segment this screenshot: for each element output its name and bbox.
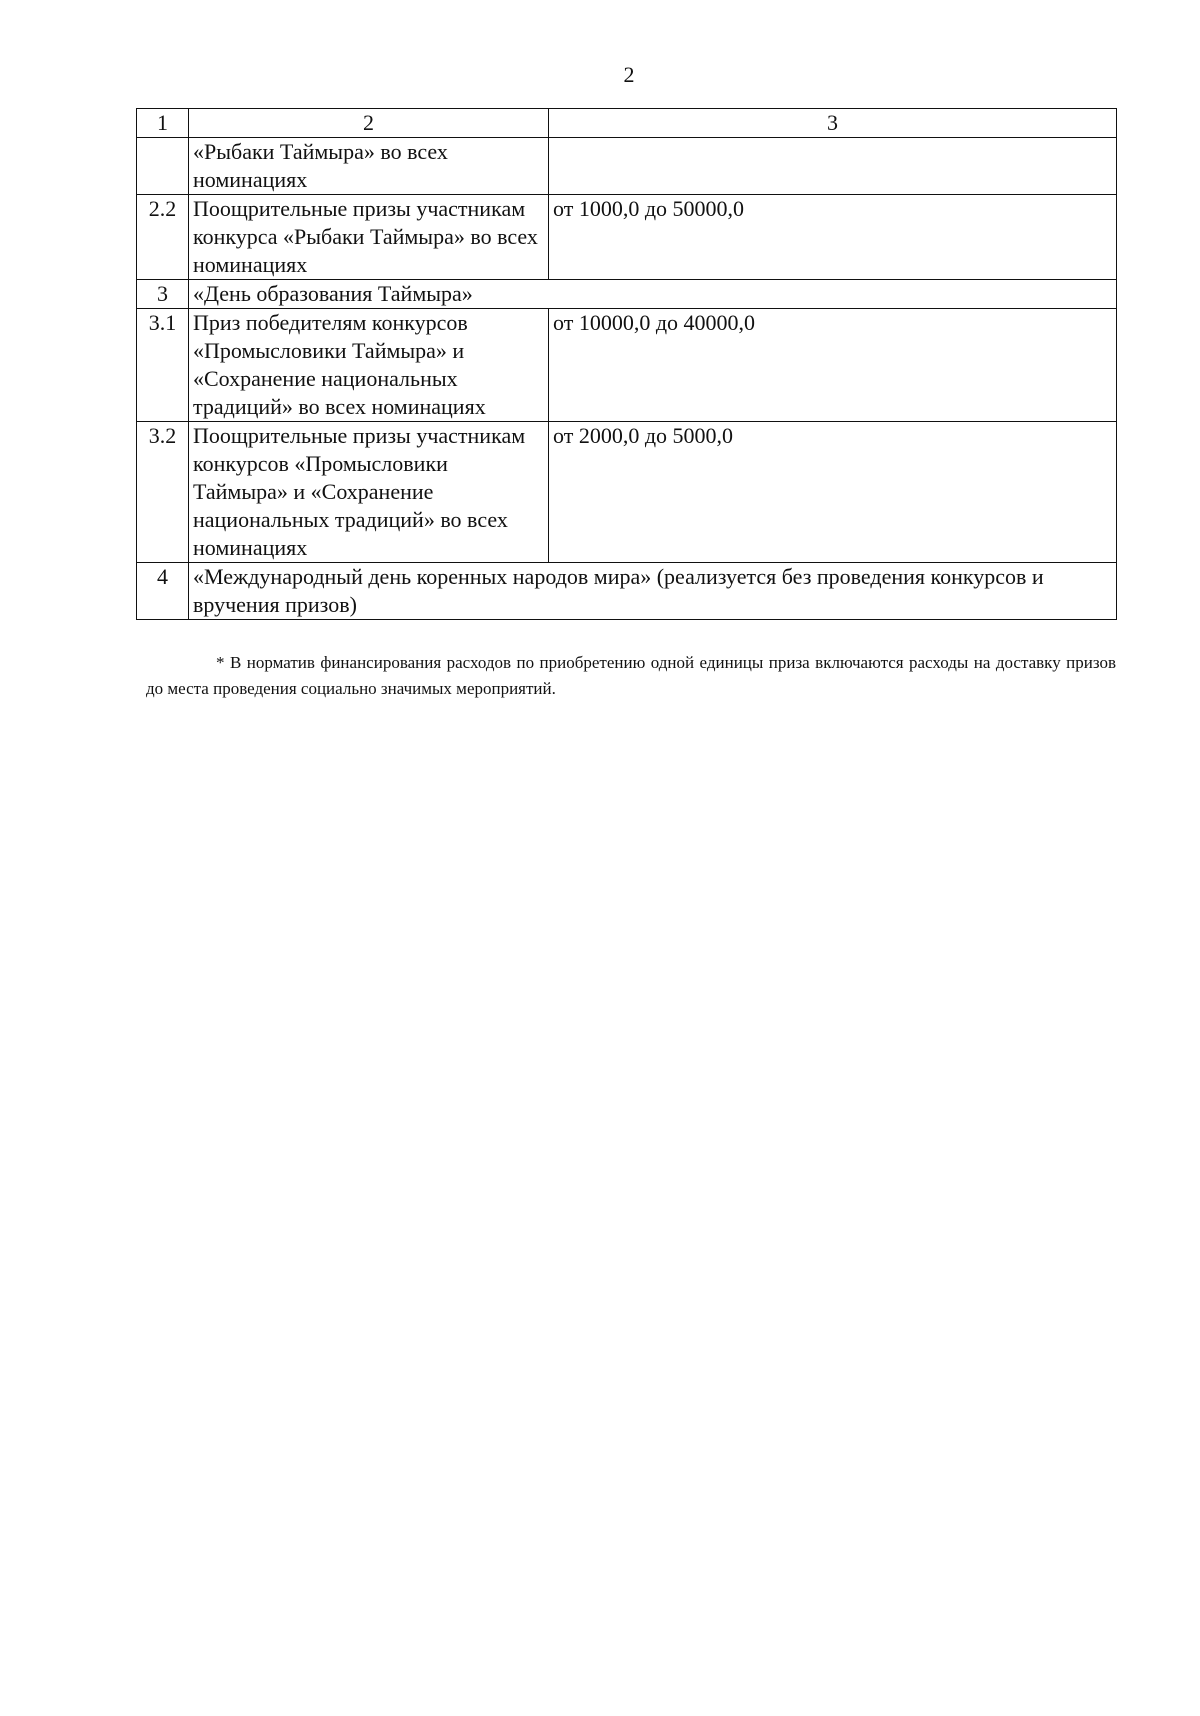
table-section-row (137, 563, 1117, 620)
prize-name: Поощрительные призы участникам конкурса «Рыбаки Таймыра» во всех номинациях (189, 195, 549, 280)
section-title: «Международный день коренных народов мира» (реализуется без проведения конкурсов и вручения призов) (189, 563, 1117, 620)
prize-value: от 1000,0 до 50000,0 (549, 195, 1117, 280)
table-section-row (137, 280, 1117, 309)
table-row (137, 422, 1117, 563)
column-header: 2 (189, 109, 549, 138)
prize-name: «Рыбаки Таймыра» во всех номинациях (189, 138, 549, 195)
row-number: 3.1 (137, 309, 189, 422)
prize-norms-table (136, 108, 1117, 620)
prize-value (549, 138, 1117, 195)
table-header-row (137, 109, 1117, 138)
row-number: 2.2 (137, 195, 189, 280)
row-number: 3 (137, 280, 189, 309)
table-row (137, 195, 1117, 280)
table-row (137, 138, 1117, 195)
column-header: 1 (137, 109, 189, 138)
page-number: 2 (623, 62, 635, 87)
section-title: «День образования Таймыра» (189, 280, 1117, 309)
row-number (137, 138, 189, 195)
row-number: 3.2 (137, 422, 189, 563)
row-number: 4 (137, 563, 189, 620)
column-header: 3 (549, 109, 1117, 138)
prize-name: Приз победителям конкурсов «Промысловики Таймыра» и «Сохранение национальных традиций» во всех номинациях (189, 309, 549, 422)
table-row (137, 309, 1117, 422)
prize-name: Поощрительные призы участникам конкурсов «Промысловики Таймыра» и «Сохранение национальных традиций» во всех номинациях (189, 422, 549, 563)
footnote: * В норматив финансирования расходов по приобретению одной единицы приза включаются расходы на доставку призов до места проведения социально значимых мероприятий. (146, 653, 1116, 698)
prize-value: от 10000,0 до 40000,0 (549, 309, 1117, 422)
prize-value: от 2000,0 до 5000,0 (549, 422, 1117, 563)
